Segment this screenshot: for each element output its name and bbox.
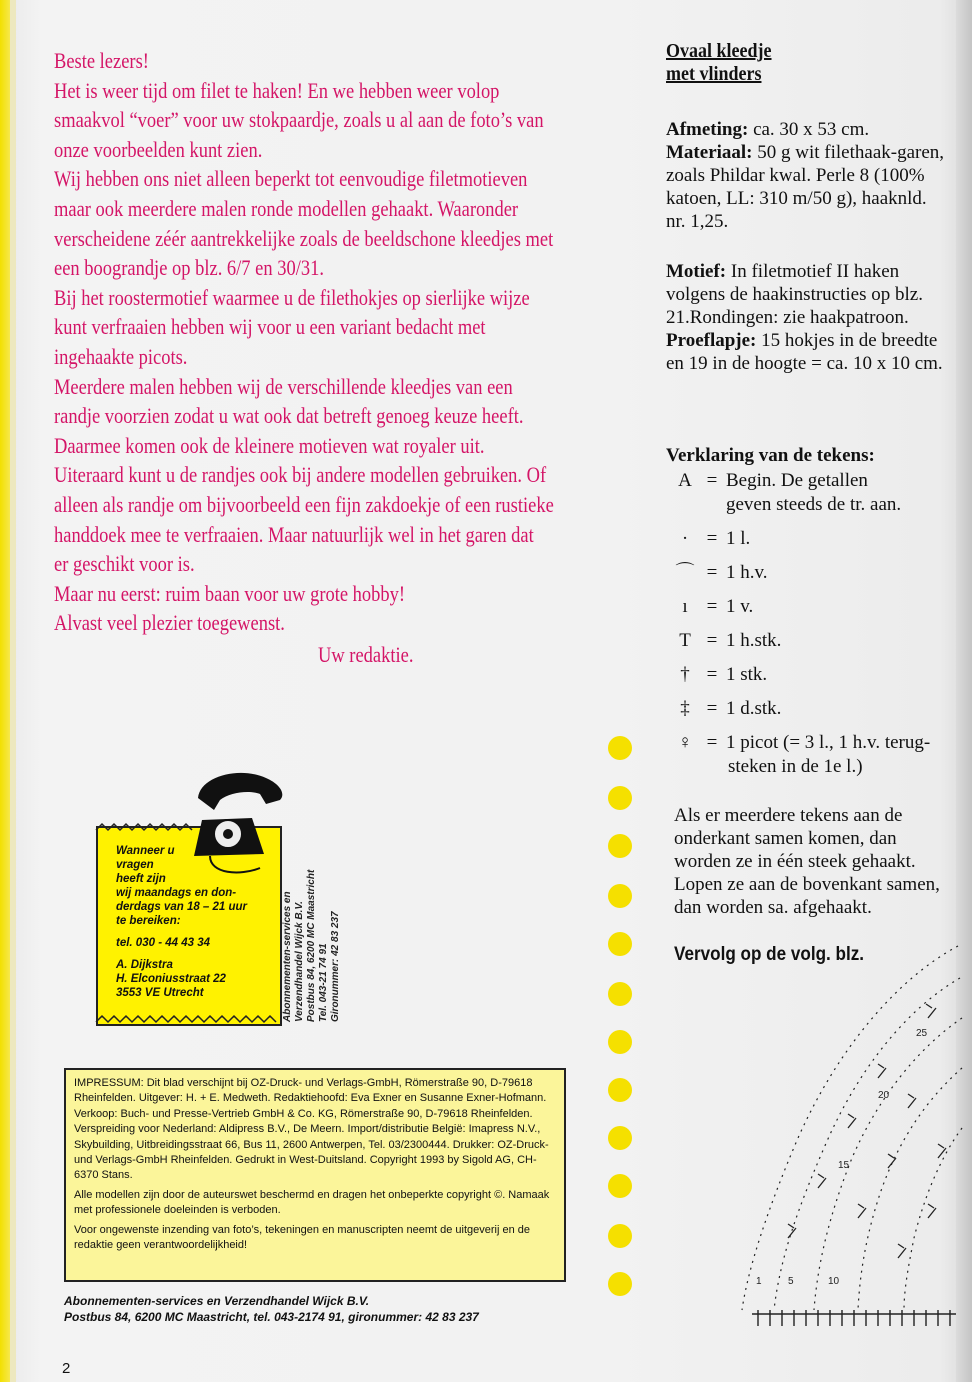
subscription-sidebar: [282, 812, 342, 1022]
legend-row-continued: steken in de 1e l.): [728, 756, 863, 777]
row-number: 1: [756, 1276, 762, 1287]
legend-symbol: ·: [681, 528, 689, 549]
contact-line: derdags van 18 – 21 uur: [116, 901, 248, 913]
legend-symbol: ı: [682, 596, 688, 617]
letter-line: Meerdere malen hebben wij de verschillende kleedjes van een: [54, 373, 513, 399]
yellow-dot: [608, 1126, 632, 1150]
contact-line: Wanneer u: [116, 845, 175, 857]
contact-line: vragen: [116, 859, 154, 871]
contact-address-line: H. Elconiusstraat 22: [116, 973, 226, 985]
contact-line: te bereiken:: [116, 915, 181, 927]
row-number: 20: [878, 1090, 890, 1101]
proeflapje-value: 15 hokjes in de breedte en 19 in de hoogte = ca. 10 x 10 cm.: [666, 330, 943, 374]
legend-text: 1 stk.: [726, 664, 768, 685]
subscription-line: Postbus 84, 6200 MC Maastricht: [306, 869, 317, 1022]
letter-line: Wij hebben ons niet alleen beperkt tot eenvoudige filetmotieven: [54, 166, 528, 192]
row-number: 15: [838, 1160, 850, 1171]
contact-address-line: 3553 VE Utrecht: [116, 987, 204, 999]
legend-symbol: †: [680, 664, 690, 685]
letter-line: Alvast veel plezier toegewenst.: [54, 610, 285, 636]
yellow-dot: [608, 1030, 632, 1054]
letter-signature: Uw redaktie.: [318, 642, 414, 667]
note-paragraph: Als er meerdere tekens aan de onderkant samen komen, dan worden ze in één steek gehaakt. Lopen ze aan de bovenkant samen, dan worden sa. afgehaakt.: [674, 805, 940, 918]
title-line: met vlinders: [666, 63, 762, 85]
legend-symbol: ♀: [677, 732, 693, 753]
yellow-dot: [608, 834, 632, 858]
yellow-edge: [0, 0, 10, 1382]
contact-line: heeft zijn: [116, 873, 166, 885]
letter-line: onze voorbeelden kunt zien.: [54, 136, 263, 162]
letter-line: randje voorzien zodat u wat ook dat betreft genoeg keuze heeft.: [54, 403, 524, 429]
materiaal-label: Materiaal:: [666, 142, 753, 163]
yellow-dot: [608, 1272, 632, 1296]
legend-eq: =: [706, 596, 718, 617]
legend-row: [672, 730, 930, 756]
legend-text: 1 picot (= 3 l., 1 h.v. terug-: [726, 732, 931, 753]
yellow-dot: [608, 982, 632, 1006]
afmeting-label: Afmeting:: [666, 119, 749, 140]
letter-line: Bij het roostermotief waarmee u de filethokjes op sierlijke wijze: [54, 284, 530, 310]
proeflapje-label: Proeflapje:: [666, 330, 757, 351]
subscription-line: Gironummer: 42 83 237: [330, 911, 341, 1022]
legend-eq: =: [706, 698, 718, 719]
legend-eq: =: [706, 732, 718, 753]
zigzag-top: [96, 824, 192, 830]
letter-line: kunt verfraaien hebben wij voor u een variant bedacht met: [54, 314, 486, 340]
chart-arc: [814, 1018, 962, 1310]
letter-line: Uiteraard kunt u de randjes ook bij andere modellen gebruiken. Of: [54, 462, 547, 488]
legend-text: 1 h.stk.: [726, 630, 782, 651]
impressum-text: IMPRESSUM: Dit blad verschijnt bij OZ-Druck- und Verlags-GmbH, Römerstraße 90, D-79618 Rheinfelden. Uitgever: H. + E. Medweth. Redaktiehoofd: Eva Exner en Susanne Exner-Hofmann. Verkoop: Buch- und Presse-Vertrieb GmbH & Co. KG, Römerstraße 90, D-79618 Rheinfelden. Verspreiding voor Nederland: Aldipress B.V., De Meern. Import/distributie België: Imapress N.V., Skybuilding, Uitbreidingsstraat 66, Bus 11, 2600 Antwerpen, Tel. 03/2300444. Drukker: OZ-Druck- und Verlags-GmbH Rheinfelden. Gedrukt in West-Duitsland. Copyright 1993 by Sigold AG, CH-6370 Stans.: [74, 1077, 549, 1182]
footer-address: Postbus 84, 6200 MC Maastricht, tel. 043-2174 91, gironummer: 42 83 237: [64, 1310, 479, 1324]
yellow-dot: [608, 932, 632, 956]
legend-row: [672, 662, 767, 688]
legend-eq: =: [706, 664, 718, 685]
footer-company: Abonnementen-services en Verzendhandel Wijck B.V.: [64, 1294, 370, 1308]
motief-block: [666, 260, 946, 375]
legend-row: [672, 526, 750, 552]
legend-eq: =: [706, 562, 718, 583]
letter-line: Het is weer tijd om filet te haken! En we hebben weer volop: [54, 77, 500, 103]
letter-line: Maar nu eerst: ruim baan voor uw grote hobby!: [54, 580, 406, 606]
legend-text: 1 l.: [726, 528, 751, 549]
motief-value: In filetmotief II haken volgens de haakinstructies op blz. 21.Rondingen: zie haakpatroon.: [666, 261, 923, 328]
letter-line: handdoek mee te verfraaien. Maar natuurlijk wel in het garen dat: [54, 521, 534, 547]
chart-arc: [904, 1128, 962, 1310]
letter-line: een boograndje op blz. 6/7 en 30/31.: [54, 255, 324, 281]
disclaimer-text: Voor ongewenste inzending van foto’s, tekeningen en manuscripten neemt de uitgeverij en de redaktie geen verantwoordelijkheid!: [74, 1223, 530, 1252]
chart-arc: [858, 1068, 962, 1310]
editorial-letter: [54, 46, 634, 638]
subscription-line: Verzendhandel Wijck B.V.: [294, 901, 305, 1022]
row-number: 5: [788, 1276, 794, 1287]
letter-line: maar ook meerdere malen ronde modellen gehaakt. Waaronder: [54, 195, 519, 221]
contact-phone: tel. 030 - 44 43 34: [116, 937, 210, 949]
yellow-dot: [608, 1174, 632, 1198]
subscription-line: Tel. 043-21 74 91: [318, 943, 329, 1022]
letter-line: smaakvol “voer” voor uw stokpaardje, zoals u al aan de foto’s van: [54, 107, 544, 133]
legend-text: 1 d.stk.: [726, 698, 782, 719]
legend-row: [672, 560, 768, 586]
legend-row: [672, 628, 781, 654]
legend-eq: =: [706, 470, 718, 491]
legend-row: [672, 696, 781, 722]
motief-label: Motief:: [666, 261, 727, 282]
legend-text: Begin. De getallen: [726, 470, 868, 491]
legend-symbol: ⌒: [675, 562, 695, 583]
legend-row: [672, 468, 868, 494]
contact-text: [116, 844, 276, 1000]
row-number: 10: [828, 1276, 840, 1287]
legend-symbol: A: [678, 470, 692, 491]
zigzag-bottom: [96, 1016, 276, 1022]
page-number: 2: [62, 1360, 71, 1377]
stitch-base-row: [752, 1310, 956, 1326]
legend-title: Verklaring van de tekens:: [666, 445, 875, 466]
subscription-line: Abonnementen-services en: [282, 891, 293, 1022]
letter-line: alleen als randje om bijvoorbeeld een fijn zakdoekje of een rustieke: [54, 491, 554, 517]
contact-address-line: A. Dijkstra: [116, 959, 173, 971]
yellow-dot: [608, 736, 632, 760]
letter-line: ingehaakte picots.: [54, 343, 188, 369]
yellow-dot: [608, 1224, 632, 1248]
legend-symbol: ‡: [680, 698, 690, 719]
legend-eq: =: [706, 528, 718, 549]
legend-row: [672, 594, 753, 620]
chart-arc: [742, 946, 958, 1310]
crochet-chart: [728, 938, 964, 1328]
title-line: Ovaal kleedje: [666, 40, 772, 62]
continued-note: Vervolg op de volg. blz.: [674, 944, 865, 965]
legend-text: 1 v.: [726, 596, 754, 617]
yellow-edge-shade: [10, 0, 16, 1382]
yellow-dot: [608, 884, 632, 908]
yellow-dot: [608, 1078, 632, 1102]
legend-eq: =: [706, 630, 718, 651]
chart-arc: [774, 978, 960, 1310]
pattern-title: [666, 40, 956, 86]
copyright-text: Alle modellen zijn door de auteurswet beschermd en dragen het onbeperkte copyright ©. Namaak met professionele doeleinden is verboden.: [74, 1188, 550, 1217]
letter-line: verscheidene zéér aantrekkelijke zoals de beeldschone kleedjes met: [54, 225, 554, 251]
stitch-marks: [788, 1004, 946, 1258]
legend-text: 1 h.v.: [726, 562, 768, 583]
legend-row-continued: geven steeds de tr. aan.: [726, 494, 902, 515]
letter-line: er geschikt voor is.: [54, 551, 195, 577]
row-number: 25: [916, 1028, 928, 1039]
contact-line: wij maandags en don-: [116, 887, 237, 899]
letter-line: Beste lezers!: [54, 48, 149, 73]
impressum-box: [64, 1068, 566, 1282]
legend-symbol: T: [679, 630, 691, 651]
letter-line: Daarmee komen ook de kleinere motieven wat royaler uit.: [54, 432, 485, 458]
yellow-dot: [608, 786, 632, 810]
afmeting-value: ca. 30 x 53 cm.: [748, 119, 870, 140]
materiaal-value: 50 g wit filethaak-garen, zoals Phildar kwal. Perle 8 (100% katoen, LL: 310 m/50 g), haaknld. nr. 1,25.: [666, 142, 945, 232]
materials-block: [666, 118, 946, 233]
